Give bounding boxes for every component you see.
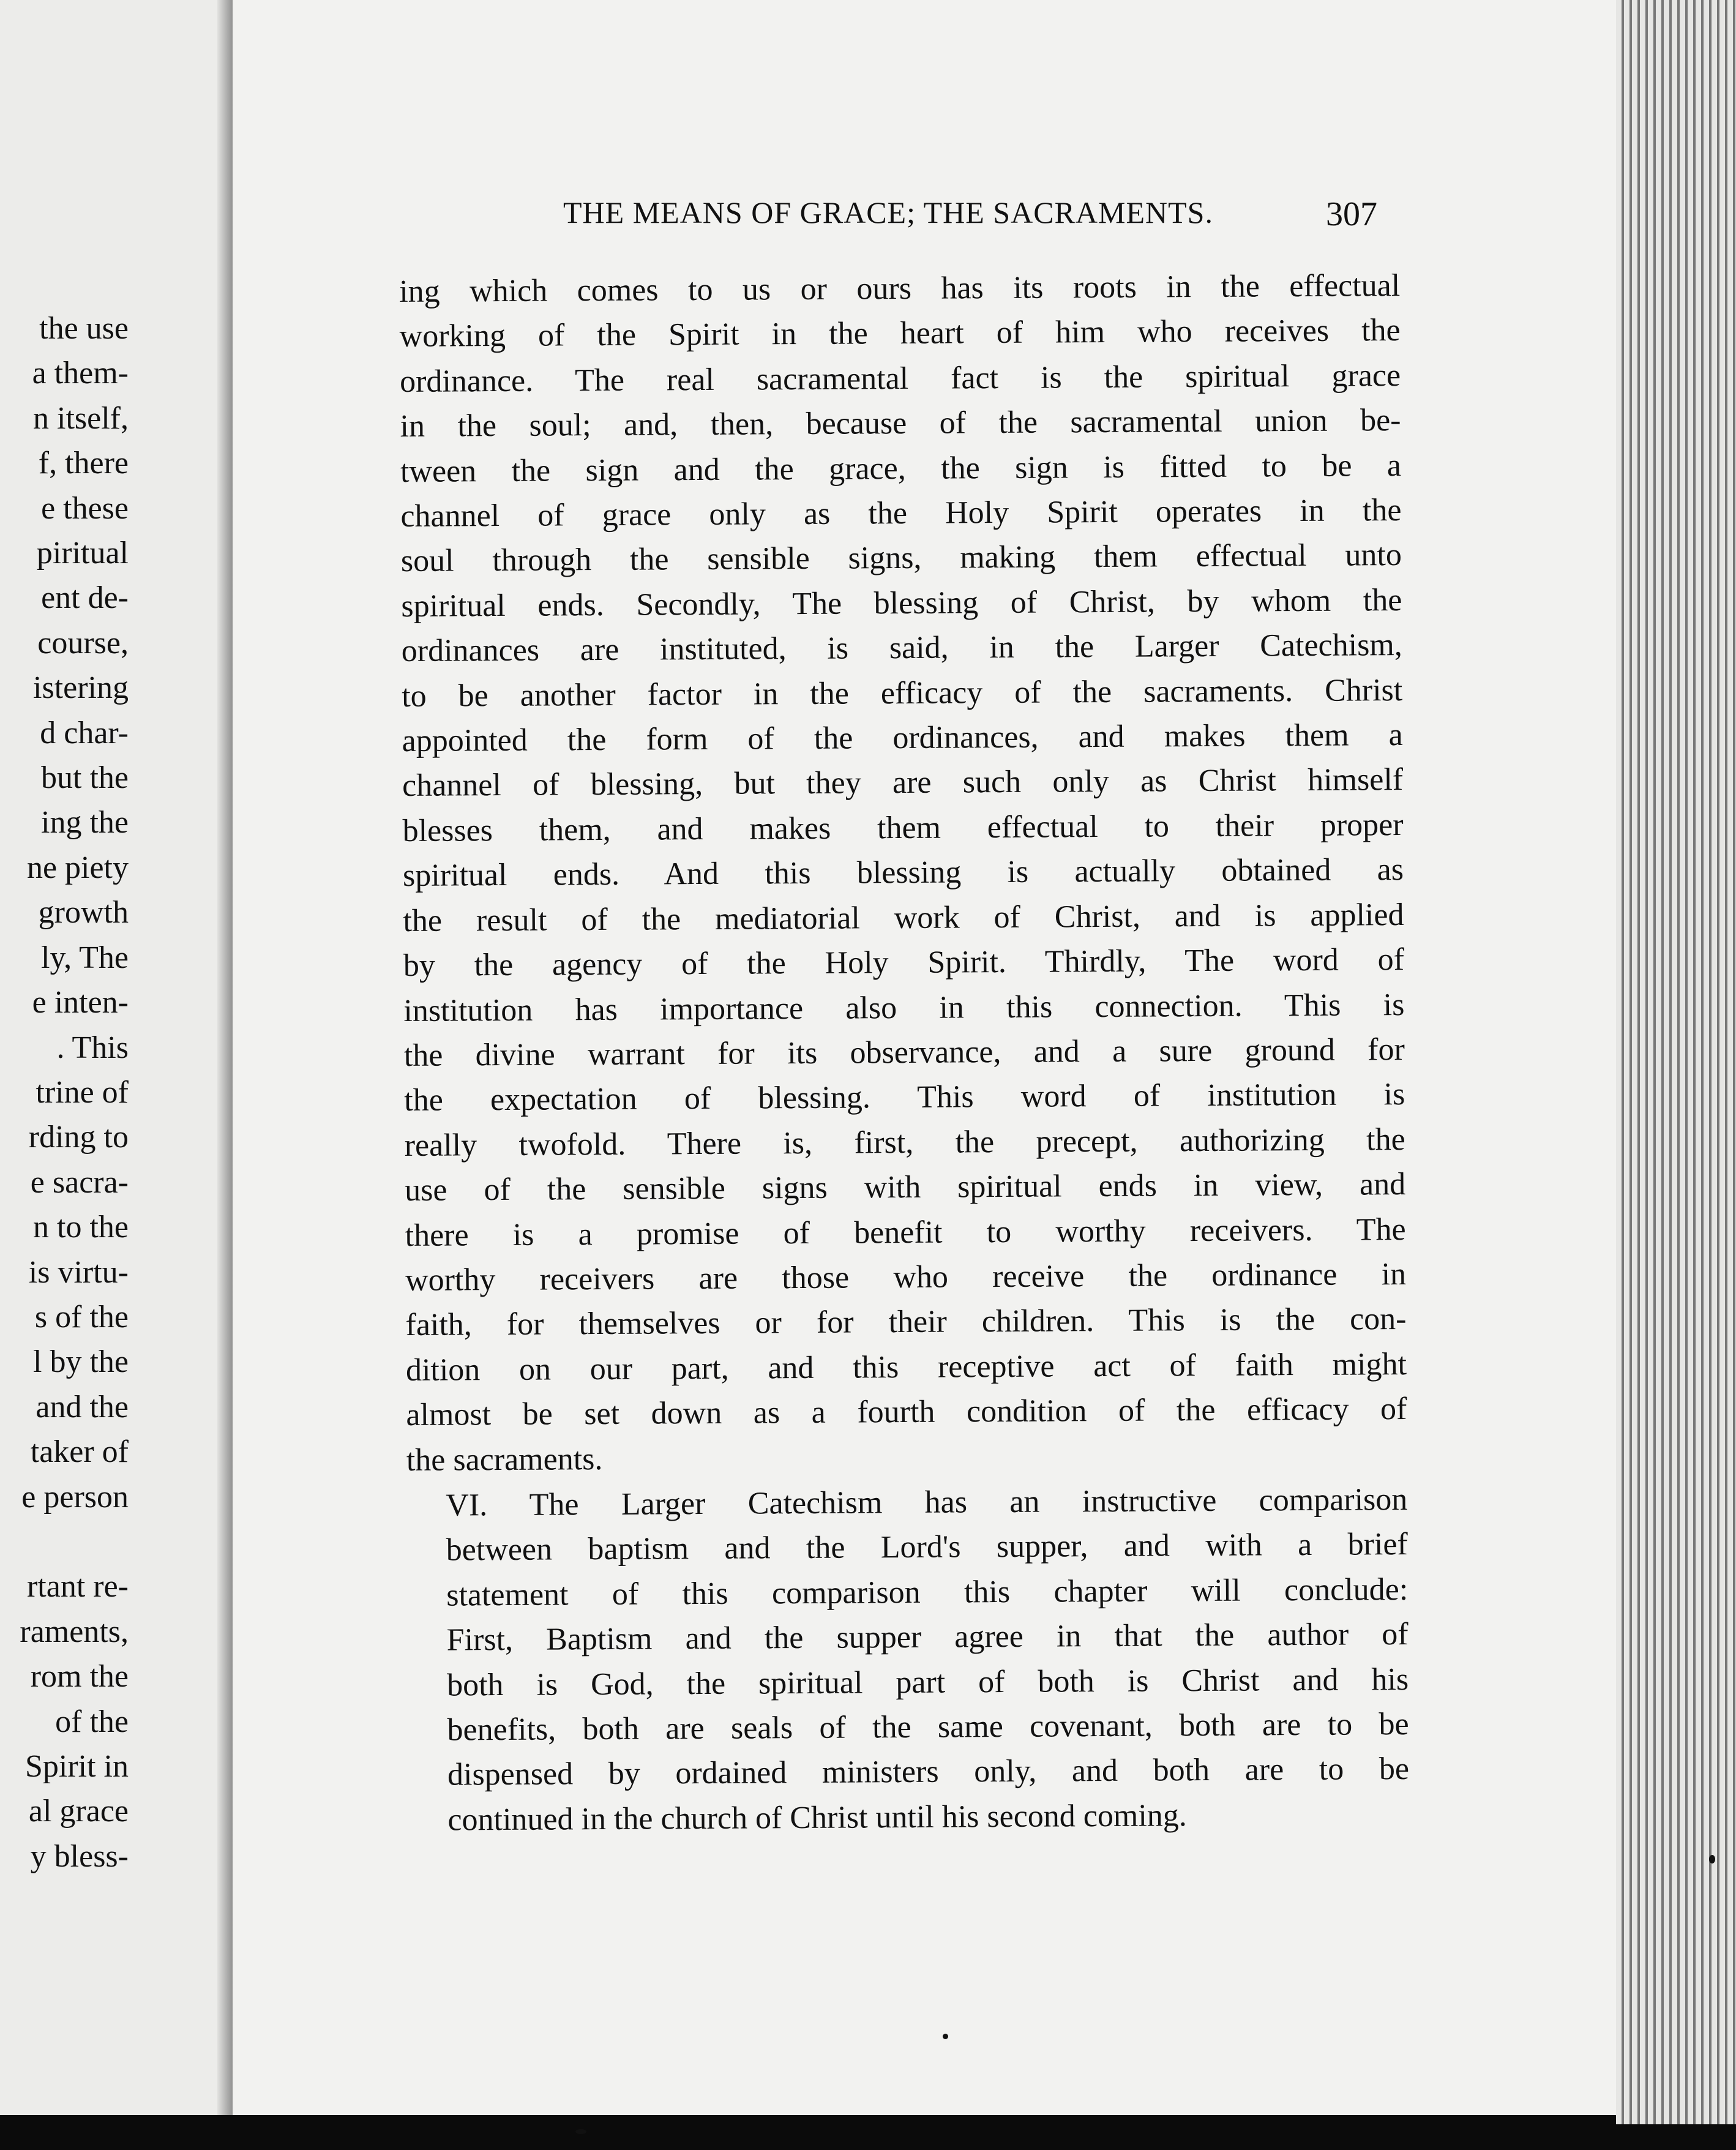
text-line: tween the sign and the grace, the sign is fitted to be a bbox=[400, 448, 1402, 489]
left-page-line: of the bbox=[55, 1704, 129, 1739]
text-line: the divine warrant for its observance, and a sure ground for bbox=[403, 1032, 1405, 1073]
left-page-line: istering bbox=[33, 670, 129, 706]
text-line: working of the Spirit in the heart of him who receives the bbox=[399, 313, 1401, 354]
page-number: 307 bbox=[1326, 195, 1377, 233]
left-page-line: but the bbox=[41, 760, 129, 796]
paragraph-1 bbox=[399, 263, 1407, 1483]
body-text bbox=[399, 263, 1410, 1843]
left-page bbox=[0, 0, 239, 2115]
page-edges bbox=[1616, 0, 1736, 2124]
text-line: almost be set down as a fourth condition of the efficacy of bbox=[406, 1392, 1407, 1433]
text-line: dition on our part, and this receptive act of faith might bbox=[405, 1346, 1407, 1388]
left-page-line: n to the bbox=[33, 1210, 129, 1245]
text-line: by the agency of the Holy Spirit. Thirdly, The word of bbox=[403, 942, 1405, 984]
text-line: there is a promise of benefit to worthy receivers. The bbox=[405, 1212, 1406, 1253]
text-line: both is God, the spiritual part of both is Christ and his bbox=[446, 1661, 1409, 1703]
text-line: dispensed by ordained ministers only, and both are to be bbox=[447, 1751, 1410, 1792]
left-page-text bbox=[20, 306, 129, 1879]
text-line: institution has importance also in this connection. This is bbox=[403, 987, 1405, 1028]
text-line: in the soul; and, then, because of the sacramental union be- bbox=[400, 403, 1401, 444]
text-line: use of the sensible signs with spiritual ends in view, and bbox=[405, 1167, 1406, 1208]
text-line: channel of blessing, but they are such only as Christ himself bbox=[402, 762, 1404, 804]
left-page-line: . This bbox=[56, 1030, 129, 1065]
running-head-title: THE MEANS OF GRACE; THE SACRAMENTS. bbox=[563, 195, 1213, 230]
text-line: ordinance. The real sacramental fact is the spiritual grace bbox=[399, 358, 1401, 399]
left-page-line: e inten- bbox=[32, 985, 129, 1021]
left-page-line: rding to bbox=[28, 1120, 129, 1155]
left-page-line: ne piety bbox=[26, 850, 129, 885]
left-page-line: ly, The bbox=[41, 940, 129, 975]
text-line: the result of the mediatorial work of Christ, and is applied bbox=[403, 897, 1404, 938]
left-page-line: raments, bbox=[20, 1614, 129, 1649]
left-page-line: and the bbox=[36, 1389, 129, 1425]
left-page-line: ing the bbox=[41, 805, 129, 841]
left-page-line: al grace bbox=[28, 1794, 129, 1829]
left-page-line: n itself, bbox=[33, 400, 129, 436]
left-page-line: ent de- bbox=[41, 580, 129, 616]
text-line: to be another factor in the efficacy of the sacraments. Christ bbox=[402, 672, 1403, 714]
left-page-line: d char- bbox=[40, 715, 129, 751]
left-page-line: y bless- bbox=[30, 1838, 129, 1874]
text-line: spiritual ends. And this blessing is actually obtained as bbox=[402, 852, 1404, 894]
text-line: statement of this comparison this chapter will conclude: bbox=[446, 1571, 1409, 1613]
paragraph-2 bbox=[406, 1477, 1410, 1843]
text-line: soul through the sensible signs, making them effectual unto bbox=[400, 538, 1402, 579]
left-page-line: e sacra- bbox=[30, 1164, 129, 1200]
ink-speck bbox=[1709, 1855, 1715, 1863]
left-page-line: trine of bbox=[36, 1074, 129, 1110]
running-head bbox=[563, 195, 1377, 238]
text-line: benefits, both are seals of the same covenant, both are to be bbox=[447, 1706, 1409, 1748]
text-line: spiritual ends. Secondly, The blessing of Christ, by whom the bbox=[401, 582, 1402, 624]
text-line: between baptism and the Lord's supper, and with a brief bbox=[446, 1527, 1408, 1568]
ink-speck bbox=[943, 2034, 948, 2039]
left-page-line: the use bbox=[39, 311, 129, 346]
text-line: channel of grace only as the Holy Spirit operates in the bbox=[400, 493, 1402, 534]
left-page-line: Spirit in bbox=[24, 1748, 129, 1784]
text-line: VI. The Larger Catechism has an instructive comparison bbox=[446, 1481, 1408, 1523]
text-line: the sacraments. bbox=[406, 1441, 603, 1478]
left-page-line: e person bbox=[21, 1479, 129, 1515]
left-page-line: is virtu- bbox=[28, 1254, 129, 1290]
left-page-line: e these bbox=[41, 490, 129, 526]
text-line: blesses them, and makes them effectual to their proper bbox=[402, 807, 1404, 848]
left-page-line bbox=[20, 1519, 129, 1564]
text-line: ing which comes to us or ours has its roots in the effectual bbox=[399, 268, 1401, 309]
left-page-line: growth bbox=[38, 895, 129, 931]
text-line: worthy receivers are those who receive the ordinance in bbox=[405, 1256, 1407, 1298]
text-line: faith, for themselves or for their children. This is the con- bbox=[405, 1302, 1407, 1343]
left-page-line: f, there bbox=[38, 446, 129, 481]
left-page-line: rtant re- bbox=[26, 1569, 129, 1605]
text-line: ordinances are instituted, is said, in the Larger Catechism, bbox=[401, 627, 1402, 669]
left-page-line: a them- bbox=[32, 356, 129, 391]
left-page-line: taker of bbox=[30, 1434, 129, 1470]
ink-speck bbox=[575, 2129, 586, 2134]
text-line: First, Baptism and the supper agree in that the author of bbox=[446, 1617, 1409, 1658]
text-line: appointed the form of the ordinances, and makes them a bbox=[402, 717, 1403, 759]
left-page-line: s of the bbox=[34, 1299, 129, 1335]
text-line: the expectation of blessing. This word of institution is bbox=[404, 1077, 1405, 1118]
left-page-line: piritual bbox=[36, 536, 129, 571]
left-page-line: course, bbox=[37, 625, 129, 661]
text-line: really twofold. There is, first, the precept, authorizing the bbox=[404, 1122, 1405, 1163]
left-page-line: rom the bbox=[30, 1659, 129, 1695]
text-line: continued in the church of Christ until his second coming. bbox=[447, 1797, 1187, 1838]
left-page-line: l by the bbox=[33, 1344, 129, 1380]
